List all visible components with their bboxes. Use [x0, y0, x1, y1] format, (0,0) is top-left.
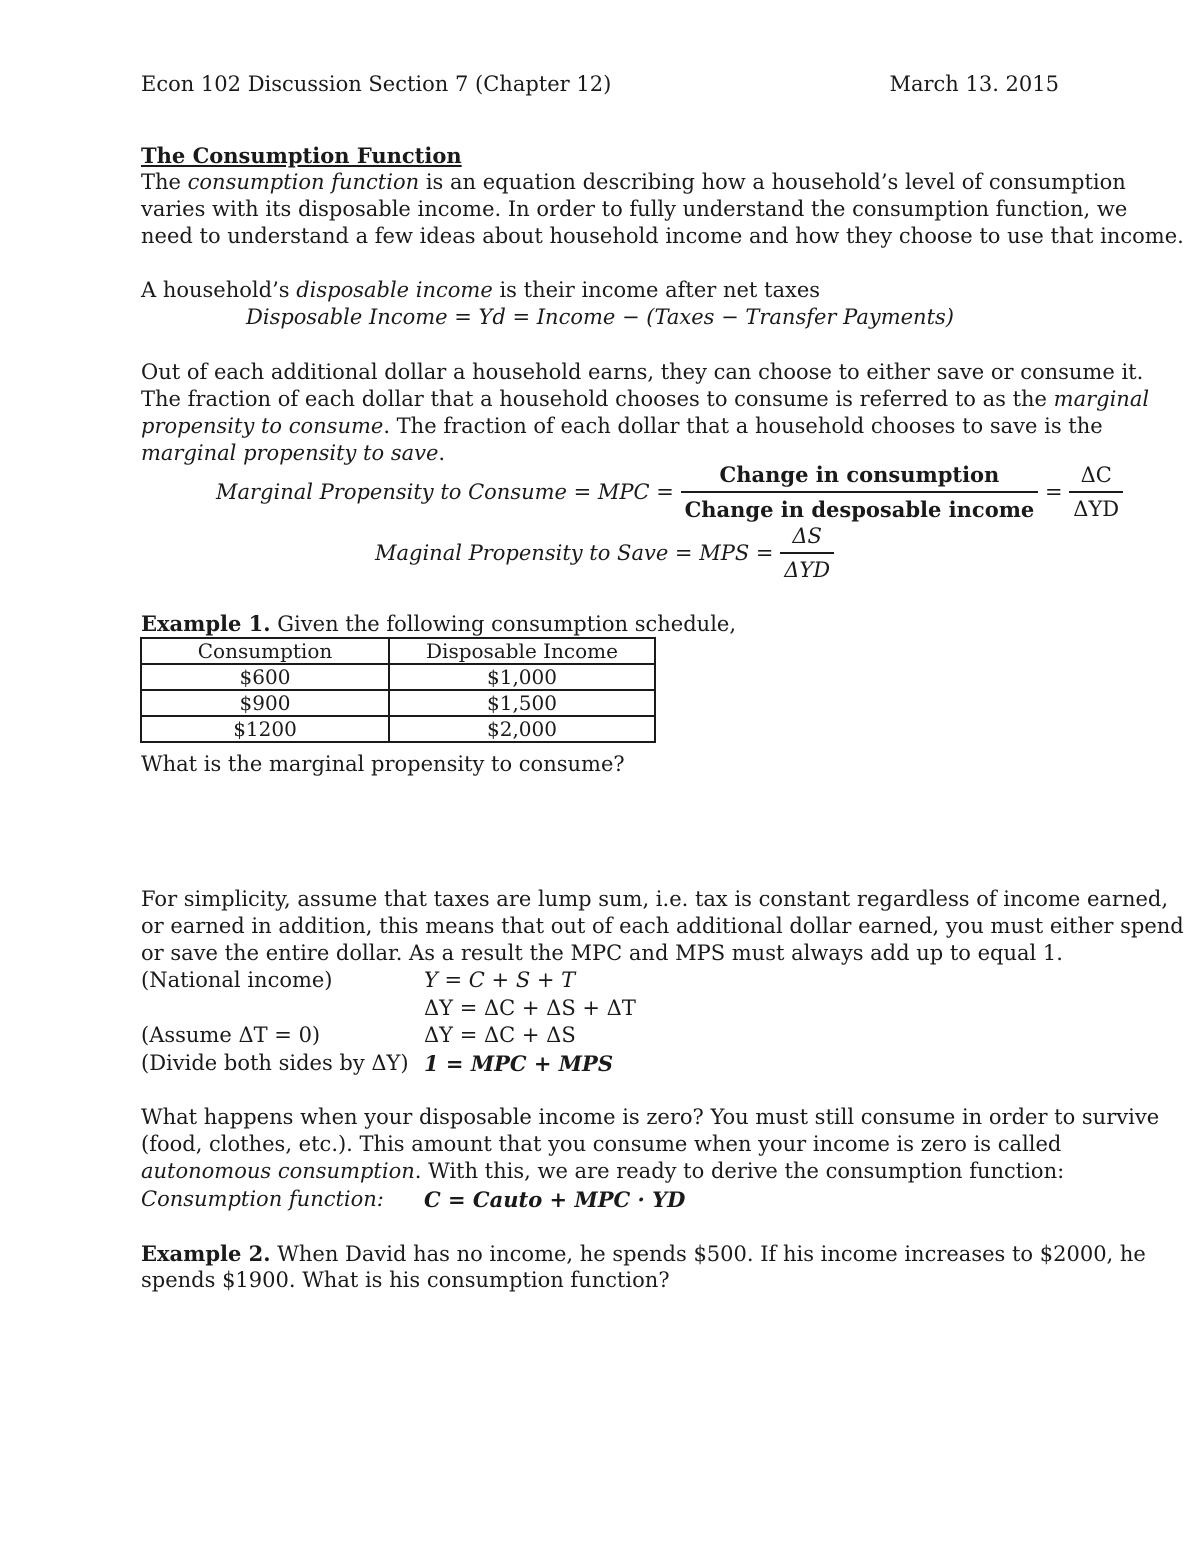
table-row: [141, 690, 655, 716]
table-cell: $1,500: [389, 690, 655, 716]
mpc-equals: =: [1044, 480, 1063, 504]
propensity-line-1: Out of each additional dollar a household earns, they can choose to either save or consume it.: [141, 360, 1144, 384]
mps-numerator: ΔS: [780, 524, 834, 554]
disposable-pre: A household’s: [141, 278, 297, 302]
consumption-schedule-table: [140, 637, 656, 743]
lump-sum-line-3: or save the entire dollar. As a result the MPC and MPS must always add up to equal 1.: [141, 941, 1063, 965]
intro-term: consumption function: [187, 170, 420, 194]
propensity-line-2-pre: The fraction of each dollar that a household chooses to consume is referred to as the: [141, 387, 1054, 411]
example-1-question: What is the marginal propensity to consume?: [141, 752, 625, 776]
derivation-eq-1: Y = C + S + T: [424, 968, 576, 992]
example-2-label: Example 2.: [141, 1241, 271, 1266]
propensity-line-3-term: propensity to consume: [141, 414, 384, 438]
table-cell: $600: [141, 664, 389, 690]
consumption-function-equation: C = Cauto + MPC · YD: [424, 1187, 686, 1212]
propensity-line-3-post: . The fraction of each dollar that a household chooses to save is the: [383, 414, 1103, 438]
mps-formula: [375, 524, 834, 582]
mps-lhs: Maginal Propensity to Save = MPS =: [375, 541, 774, 565]
intro-post: is an equation describing how a household’s level of consumption: [419, 170, 1126, 194]
example-2-line-1: [141, 1240, 1146, 1268]
propensity-line-4-term: marginal propensity to save: [141, 441, 439, 465]
table-cell: $900: [141, 690, 389, 716]
mpc-formula: [216, 462, 1123, 522]
disposable-post: is their income after net taxes: [492, 278, 821, 302]
derivation-label-1: (National income): [141, 968, 333, 992]
date-header: March 13. 2015: [889, 72, 1059, 96]
table-cell: $1,000: [389, 664, 655, 690]
propensity-line-2: [141, 386, 1149, 413]
derivation-label-4: (Divide both sides by ΔY): [141, 1051, 409, 1075]
derivation-eq-4: 1 = MPC + MPS: [424, 1051, 613, 1076]
propensity-line-3: [141, 413, 1103, 440]
disposable-equation: Disposable Income = Yd = Income − (Taxes − Transfer Payments): [246, 305, 954, 329]
table-cell: $1200: [141, 716, 389, 742]
example-1-intro: [141, 610, 736, 638]
example-2-line-2: spends $1900. What is his consumption function?: [141, 1268, 670, 1292]
lump-sum-line-2: or earned in addition, this means that out of each additional dollar earned, you must either spend: [141, 914, 1184, 938]
mpc-lhs: Marginal Propensity to Consume = MPC =: [216, 480, 674, 504]
table-cell: $2,000: [389, 716, 655, 742]
disposable-term: disposable income: [296, 278, 493, 302]
course-header: Econ 102 Discussion Section 7 (Chapter 12): [141, 72, 612, 96]
table-header-cell: Disposable Income: [389, 638, 655, 664]
derivation-eq-2: ΔY = ΔC + ΔS + ΔT: [424, 996, 636, 1020]
intro-line-2: varies with its disposable income. In order to fully understand the consumption function, we: [141, 197, 1128, 221]
mpc-delta-fraction: [1069, 463, 1123, 521]
derivation-label-3: (Assume ΔT = 0): [141, 1023, 321, 1047]
table-header-row: [141, 638, 655, 664]
autonomous-post: . With this, we are ready to derive the consumption function:: [414, 1159, 1065, 1183]
table-row: [141, 716, 655, 742]
section-title: The Consumption Function: [141, 143, 462, 168]
autonomous-line-1: What happens when your disposable income is zero? You must still consume in order to survive: [141, 1105, 1160, 1129]
consumption-function-label: Consumption function:: [141, 1187, 384, 1211]
propensity-line-4-post: .: [438, 441, 446, 465]
table-row: [141, 664, 655, 690]
example-1-text: Given the following consumption schedule,: [270, 612, 737, 636]
autonomous-line-2: (food, clothes, etc.). This amount that you consume when your income is zero is called: [141, 1132, 1062, 1156]
autonomous-term: autonomous consumption: [141, 1159, 415, 1183]
mpc-fraction: [681, 462, 1039, 522]
mps-fraction: [780, 524, 834, 582]
disposable-line: [141, 277, 820, 304]
table-header-cell: Consumption: [141, 638, 389, 664]
mpc-delta-numerator: ΔC: [1069, 463, 1123, 493]
mpc-denominator: Change in desposable income: [684, 497, 1035, 522]
intro-line-1: [141, 169, 1126, 196]
example-1-label: Example 1.: [141, 611, 271, 636]
autonomous-line-3: [141, 1158, 1064, 1185]
intro-line-3: need to understand a few ideas about household income and how they choose to use that income.: [141, 224, 1184, 248]
mpc-delta-denominator: ΔYD: [1073, 497, 1120, 521]
mps-denominator: ΔYD: [784, 558, 831, 582]
mpc-numerator: Change in consumption: [681, 462, 1039, 493]
intro-pre: The: [141, 170, 188, 194]
propensity-line-2-term: marginal: [1053, 387, 1150, 411]
example-2-text: When David has no income, he spends $500. If his income increases to $2000, he: [270, 1242, 1146, 1266]
lump-sum-line-1: For simplicity, assume that taxes are lump sum, i.e. tax is constant regardless of income earned,: [141, 887, 1169, 911]
derivation-eq-3: ΔY = ΔC + ΔS: [424, 1023, 576, 1047]
